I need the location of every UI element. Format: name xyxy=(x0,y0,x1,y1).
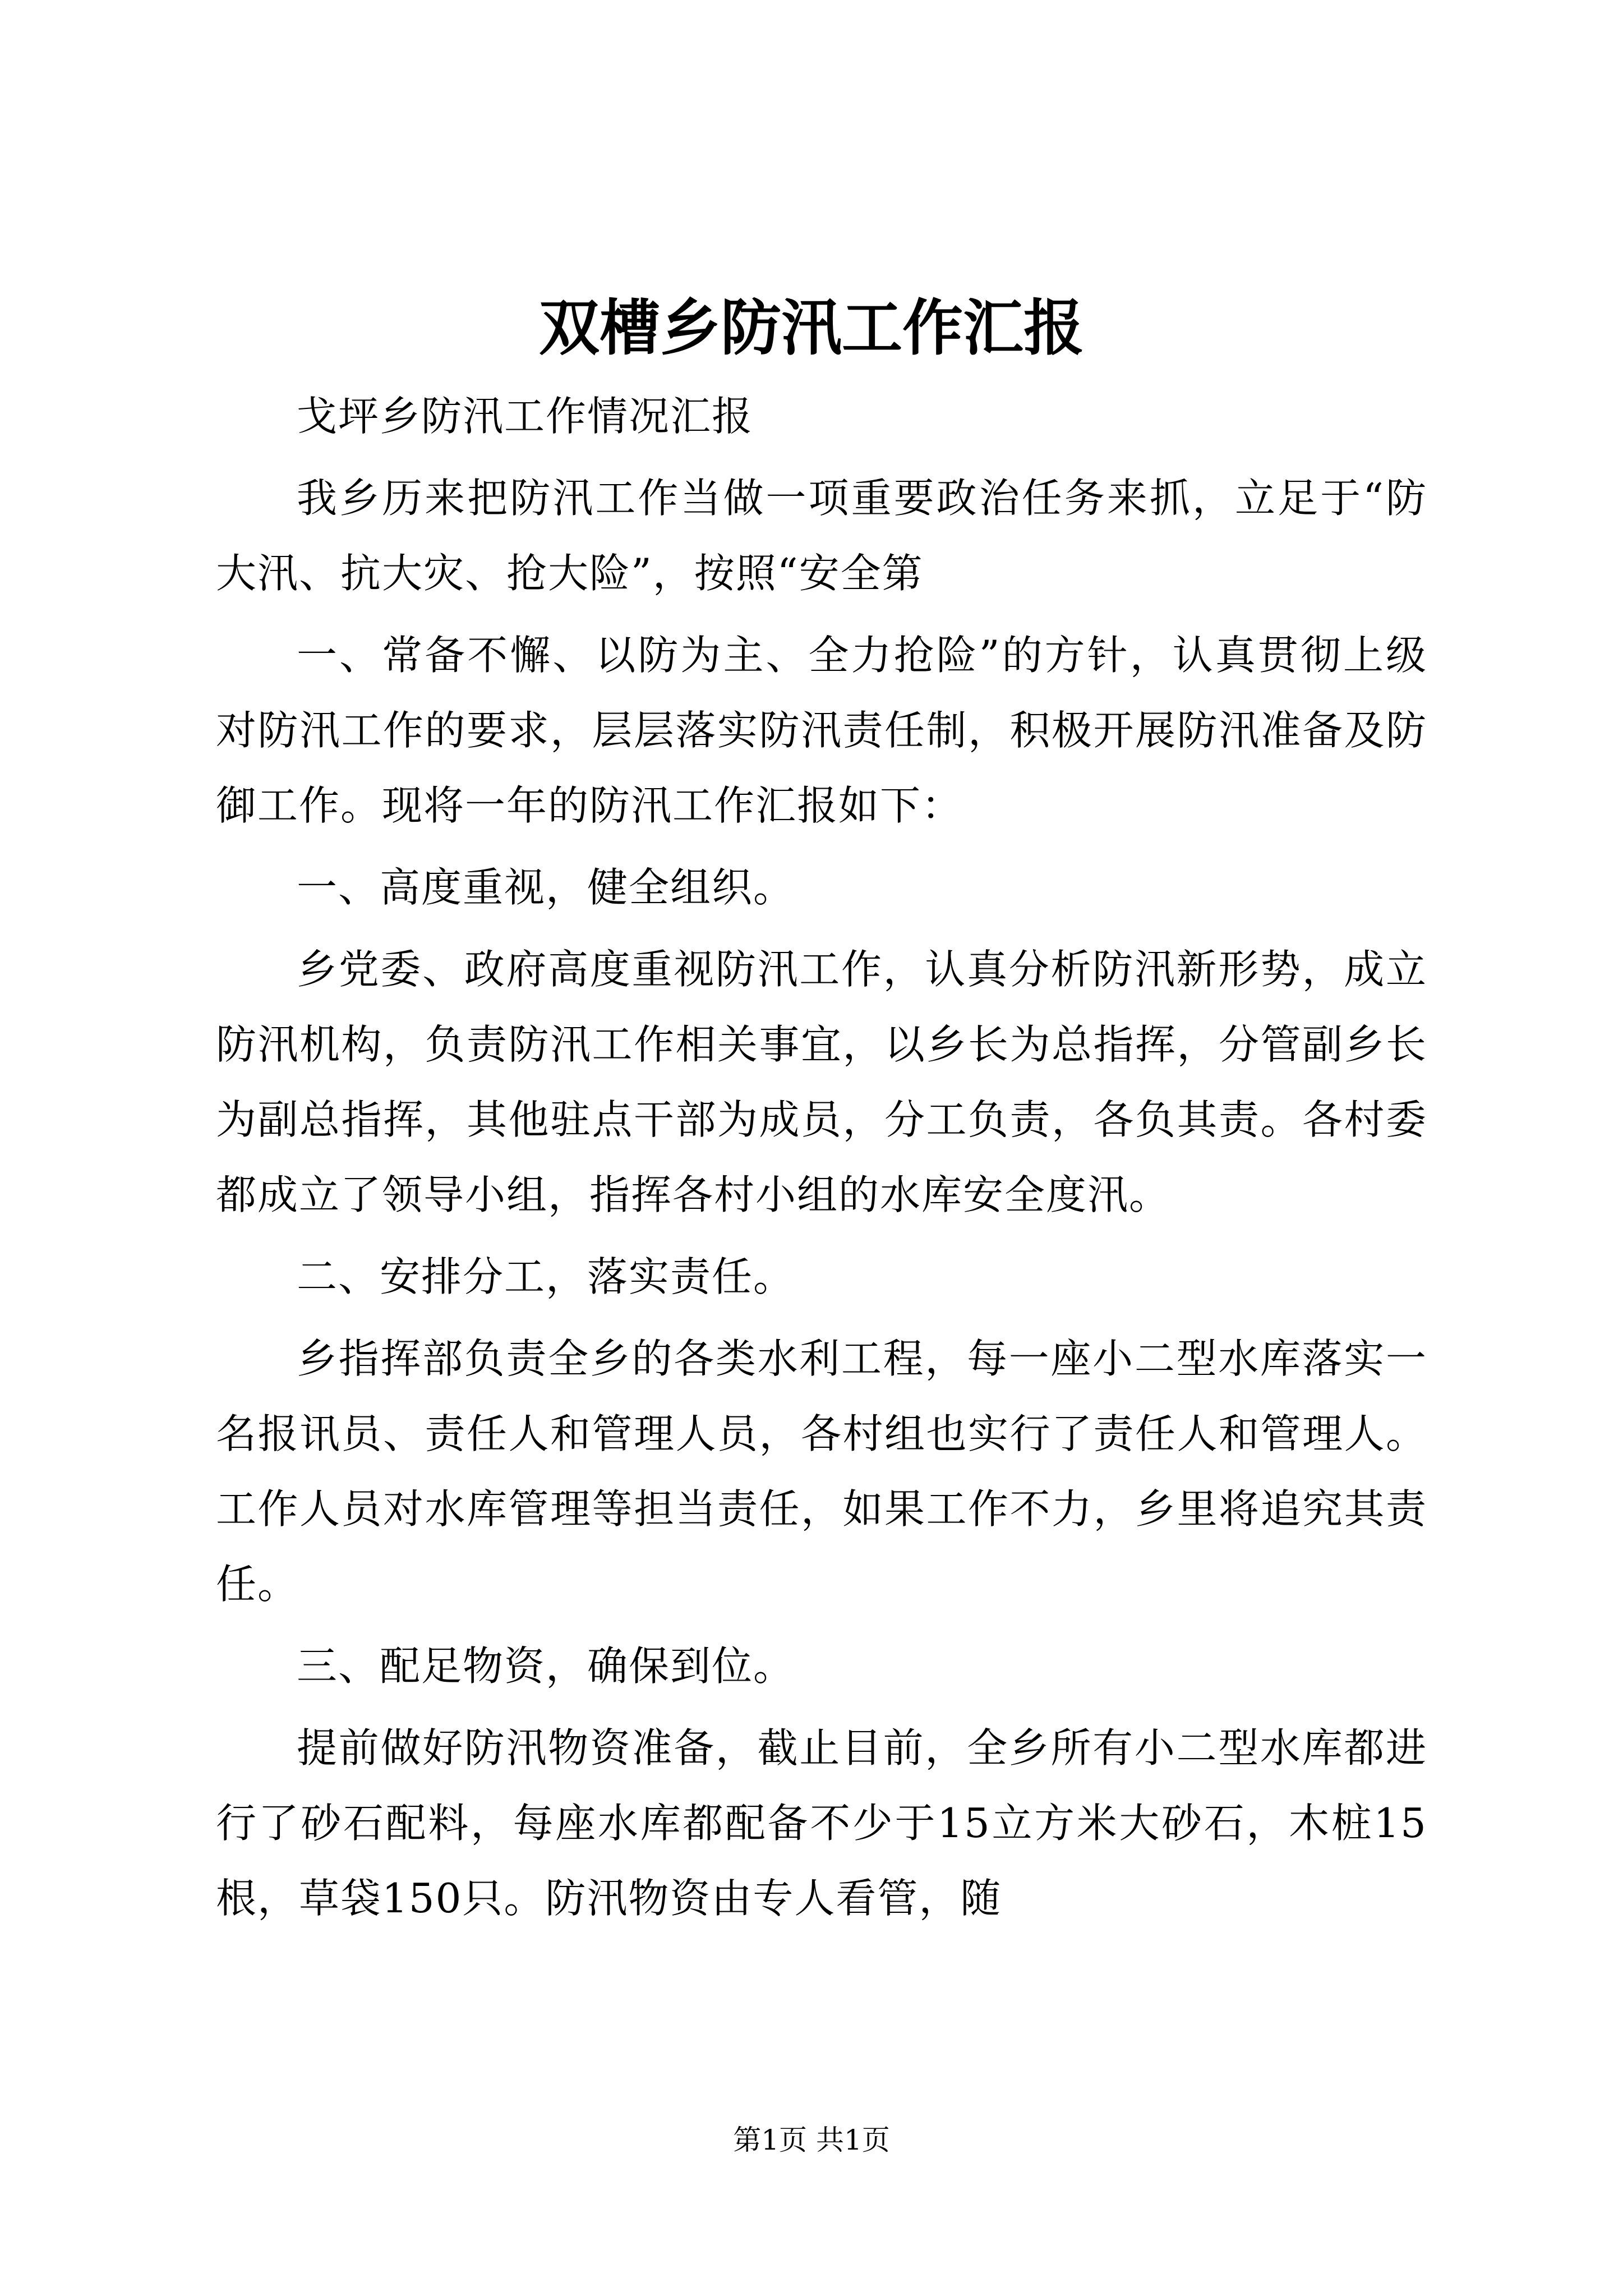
paragraph-subtitle: 戈坪乡防汛工作情况汇报 xyxy=(297,393,754,440)
document-body xyxy=(216,379,1427,1943)
paragraph-responsibility: 乡指挥部负责全乡的各类水利工程，每一座小二型水库落实一名报讯员、责任人和管理人员，各村组也实行了责任人和管理人。工作人员对水库管理等担当责任，如果工作不力，乡里将追究其责任。 xyxy=(216,1335,1427,1608)
section-heading-1: 一、高度重视，健全组织。 xyxy=(297,864,795,911)
paragraph-policy: 一、常备不懈、以防为主、全力抢险”的方针，认真贯彻上级对防汛工作的要求，层层落实防汛责任制，积极开展防汛准备及防御工作。现将一年的防汛工作汇报如下： xyxy=(216,632,1427,829)
paragraph-intro: 我乡历来把防汛工作当做一项重要政治任务来抓，立足于“防大汛、抗大灾、抢大险”，按照“安全第 xyxy=(216,475,1427,597)
section-heading-3: 三、配足物资，确保到位。 xyxy=(297,1642,795,1690)
document-title: 双槽乡防汛工作汇报 xyxy=(538,293,1084,364)
section-heading-2: 二、安排分工，落实责任。 xyxy=(297,1253,795,1300)
paragraph-materials: 提前做好防汛物资准备，截止目前，全乡所有小二型水库都进行了砂石配料，每座水库都配备不少于15立方米大砂石，木桩15根，草袋150只。防汛物资由专人看管，随 xyxy=(216,1724,1427,1922)
paragraph-organization: 乡党委、政府高度重视防汛工作，认真分析防汛新形势，成立防汛机构，负责防汛工作相关事宜，以乡长为总指挥，分管副乡长为副总指挥，其他驻点干部为成员，分工负责，各负其责。各村委都成立了领导小组，指挥各村小组的水库安全度汛。 xyxy=(216,946,1427,1218)
page-number-footer: 第1页 共1页 xyxy=(733,2124,890,2156)
